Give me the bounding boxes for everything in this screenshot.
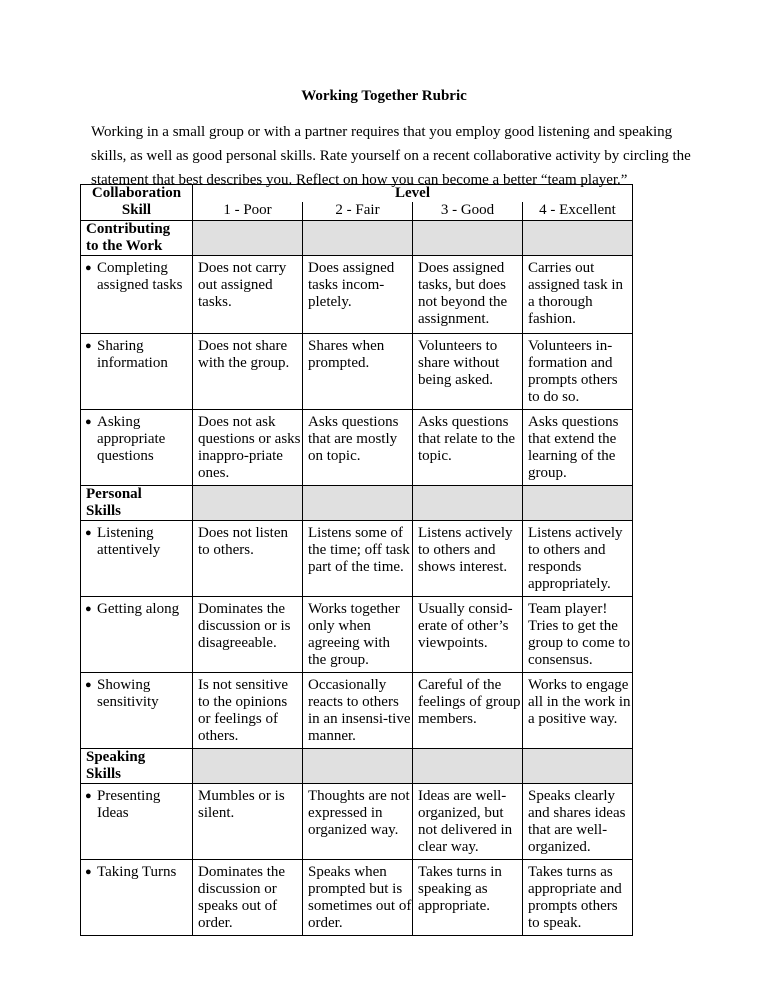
level-3: 3 - Good (413, 202, 523, 221)
level-4-descriptor: Listens actively to others and responds appropriately. (523, 521, 633, 597)
category-shaded-cell (413, 749, 523, 784)
skill-label: Presenting Ideas (97, 788, 161, 821)
level-4-descriptor: Speaks clearly and shares ideas that are well-organized. (523, 784, 633, 860)
category-shaded-cell (303, 749, 413, 784)
skill-cell (81, 597, 193, 673)
skill-label: Sharing information (97, 338, 168, 371)
level-2-descriptor: Asks questions that are mostly on topic. (303, 410, 413, 486)
bullet-icon: ● (85, 603, 92, 615)
level-1-descriptor: Does not carry out assigned tasks. (193, 256, 303, 334)
skill-cell (81, 410, 193, 486)
category-row (81, 486, 633, 521)
category-label: Contributing to the Work (81, 221, 193, 256)
bullet-icon: ● (85, 790, 92, 802)
category-shaded-cell (413, 221, 523, 256)
bullet-icon: ● (85, 866, 92, 878)
header-skill: Collaboration (81, 185, 193, 203)
intro-paragraph: Working in a small group or with a partner requires that you employ good listening and speaking skills, as well as good personal skills. Rate yourself on a recent collaborative activity by circling the statement that best describes you. Reflect on how you can become a better “team player.” (91, 124, 691, 188)
level-2-descriptor: Shares when prompted. (303, 334, 413, 410)
level-4-descriptor: Works to engage all in the work in a positive way. (523, 673, 633, 749)
category-label: Personal Skills (81, 486, 193, 521)
level-3-descriptor: Takes turns in speaking as appropriate. (413, 860, 523, 936)
level-3-descriptor: Volunteers to share without being asked. (413, 334, 523, 410)
rubric-row (81, 860, 633, 936)
category-shaded-cell (523, 749, 633, 784)
level-2-descriptor: Thoughts are not expressed in organized way. (303, 784, 413, 860)
level-4-descriptor: Asks questions that extend the learning of the group. (523, 410, 633, 486)
category-shaded-cell (193, 486, 303, 521)
level-1-descriptor: Dominates the discussion or speaks out of order. (193, 860, 303, 936)
level-2: 2 - Fair (303, 202, 413, 221)
rubric-row (81, 256, 633, 334)
level-row (81, 202, 633, 221)
bullet-icon: ● (85, 679, 92, 691)
level-3-descriptor: Careful of the feelings of group members. (413, 673, 523, 749)
level-4-descriptor: Volunteers in-formation and prompts others to do so. (523, 334, 633, 410)
level-1-descriptor: Does not ask questions or asks inappro-priate ones. (193, 410, 303, 486)
level-1: 1 - Poor (193, 202, 303, 221)
level-1-descriptor: Does not share with the group. (193, 334, 303, 410)
skill-label: Getting along (97, 601, 180, 617)
skill-cell (81, 673, 193, 749)
bullet-icon: ● (85, 262, 92, 274)
category-shaded-cell (193, 749, 303, 784)
level-4-descriptor: Carries out assigned task in a thorough fashion. (523, 256, 633, 334)
level-3-descriptor: Asks questions that relate to the topic. (413, 410, 523, 486)
skill-cell (81, 521, 193, 597)
category-row (81, 221, 633, 256)
skill-label: Showing sensitivity (97, 677, 159, 710)
level-3-descriptor: Listens actively to others and shows interest. (413, 521, 523, 597)
bullet-icon: ● (85, 527, 92, 539)
level-2-descriptor: Speaks when prompted but is sometimes out of order. (303, 860, 413, 936)
bullet-icon: ● (85, 340, 92, 352)
level-1-descriptor: Does not listen to others. (193, 521, 303, 597)
category-shaded-cell (523, 486, 633, 521)
skill-label: Taking Turns (97, 864, 177, 880)
level-4-descriptor: Takes turns as appropriate and prompts others to speak. (523, 860, 633, 936)
category-shaded-cell (303, 486, 413, 521)
rubric-row (81, 784, 633, 860)
level-3-descriptor: Usually consid-erate of other’s viewpoints. (413, 597, 523, 673)
category-shaded-cell (303, 221, 413, 256)
level-1-descriptor: Mumbles or is silent. (193, 784, 303, 860)
rubric-row (81, 334, 633, 410)
level-2-descriptor: Listens some of the time; off task part of the time. (303, 521, 413, 597)
category-shaded-cell (413, 486, 523, 521)
rubric-row (81, 673, 633, 749)
skill-cell (81, 334, 193, 410)
skill-cell (81, 784, 193, 860)
level-1-descriptor: Is not sensitive to the opinions or feelings of others. (193, 673, 303, 749)
level-2-descriptor: Occasionally reacts to others in an insensi-tive manner. (303, 673, 413, 749)
skill-label: Asking appropriate questions (97, 414, 166, 464)
document-title: Working Together Rubric (301, 88, 467, 104)
rubric-row (81, 410, 633, 486)
level-3-descriptor: Does assigned tasks, but does not beyond the assignment. (413, 256, 523, 334)
header-skill-line2: Skill (81, 202, 193, 221)
level-3-descriptor: Ideas are well-organized, but not delivered in clear way. (413, 784, 523, 860)
category-label: Speaking Skills (81, 749, 193, 784)
skill-label: Listening attentively (97, 525, 161, 558)
level-2-descriptor: Does assigned tasks incom-pletely. (303, 256, 413, 334)
header-row (81, 185, 633, 203)
category-shaded-cell (523, 221, 633, 256)
rubric-row (81, 521, 633, 597)
level-1-descriptor: Dominates the discussion or is disagreeable. (193, 597, 303, 673)
level-2-descriptor: Works together only when agreeing with the group. (303, 597, 413, 673)
level-4-descriptor: Team player! Tries to get the group to come to consensus. (523, 597, 633, 673)
rubric-row (81, 597, 633, 673)
category-row (81, 749, 633, 784)
bullet-icon: ● (85, 416, 92, 428)
skill-cell (81, 860, 193, 936)
level-4: 4 - Excellent (523, 202, 633, 221)
header-level: Level (193, 185, 633, 203)
category-shaded-cell (193, 221, 303, 256)
skill-cell (81, 256, 193, 334)
skill-label: Completing assigned tasks (97, 260, 183, 293)
rubric-table (80, 184, 633, 936)
